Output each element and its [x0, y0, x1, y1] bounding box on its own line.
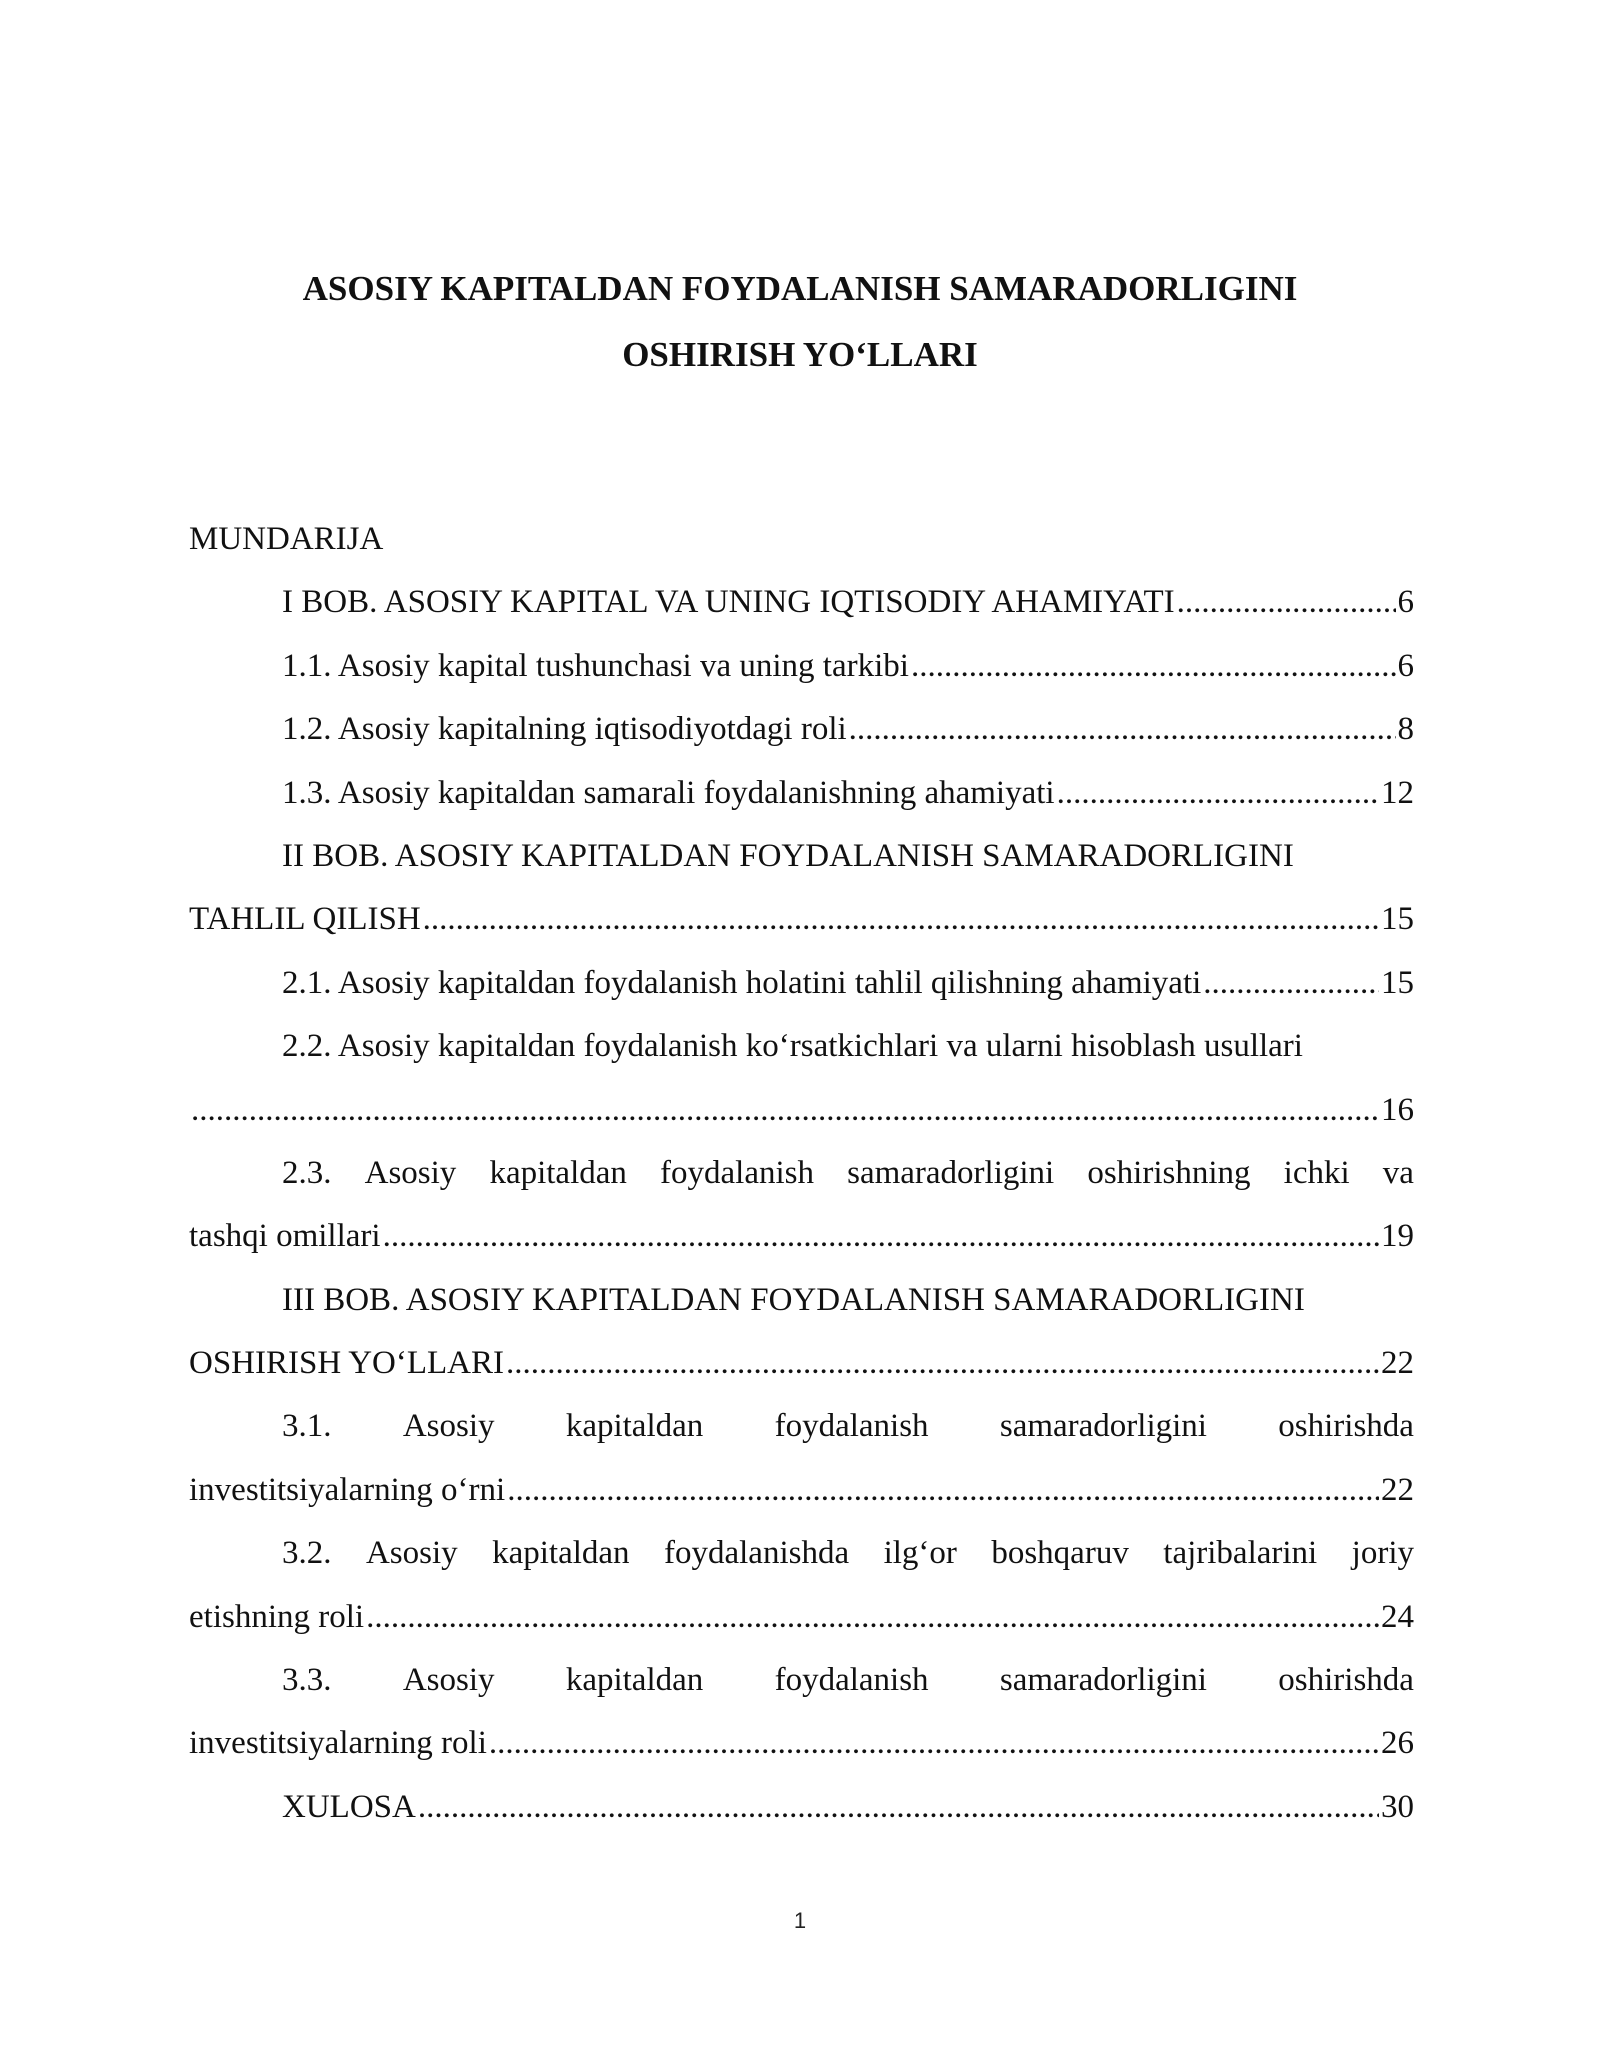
toc-page-number: 15 [1381, 901, 1414, 938]
toc-entry-text-line-1 [189, 1142, 1414, 1205]
toc-entry-text-line-1: 2.2. Asosiy kapitaldan foydalanish ko‘rsatkichlari va ularni hisoblash usullari [282, 1028, 1303, 1065]
toc-entry-1-2[interactable] [189, 698, 1414, 761]
toc-entry-3-2[interactable] [189, 1522, 1414, 1649]
toc-word: va [1382, 1154, 1414, 1191]
toc-entry-text-line-2: investitsiyalarning o‘rni [189, 1471, 506, 1508]
toc-word: Asosiy [365, 1535, 458, 1572]
toc-entry-1-1[interactable] [189, 635, 1414, 698]
toc-entry-text: 1.1. Asosiy kapital tushunchasi va uning tarkibi [282, 647, 909, 684]
dot-leader [423, 888, 1379, 951]
toc-entry-text: XULOSA [282, 1788, 416, 1825]
toc-page-number: 8 [1397, 711, 1414, 748]
dot-leader [191, 1079, 1379, 1142]
dot-leader [1203, 952, 1379, 1015]
document-title [0, 256, 1600, 388]
table-of-contents [189, 508, 1414, 1839]
toc-word: kapitaldan [492, 1535, 630, 1572]
dot-leader [489, 1712, 1379, 1775]
toc-word: oshirishda [1278, 1408, 1414, 1445]
toc-word: ilg‘or [883, 1535, 957, 1572]
toc-word: samaradorligini [847, 1154, 1055, 1191]
dot-leader [418, 1776, 1379, 1839]
toc-page-number: 6 [1397, 584, 1414, 621]
dot-leader [849, 698, 1396, 761]
toc-entry-text-line-2: investitsiyalarning roli [189, 1725, 487, 1762]
toc-word: boshqaruv [991, 1535, 1129, 1572]
toc-heading: MUNDARIJA [189, 521, 384, 557]
toc-entry-2-3[interactable] [189, 1142, 1414, 1269]
toc-page-number: 15 [1381, 964, 1414, 1001]
toc-word: kapitaldan [565, 1408, 704, 1445]
toc-entry-text: 1.3. Asosiy kapitaldan samarali foydalanishning ahamiyati [282, 774, 1055, 811]
dot-leader [911, 635, 1396, 698]
toc-word: 3.3. [282, 1662, 332, 1699]
toc-word: Asosiy [402, 1408, 495, 1445]
toc-word: samaradorligini [999, 1662, 1207, 1699]
toc-entry-text-line-2: tashqi omillari [189, 1218, 381, 1255]
dot-leader [1177, 571, 1396, 634]
toc-entry-text: 1.2. Asosiy kapitalning iqtisodiyotdagi roli [282, 711, 847, 748]
dot-leader [507, 1459, 1379, 1522]
title-line-1: ASOSIY KAPITALDAN FOYDALANISH SAMARADORLIGINI [302, 269, 1298, 308]
dot-leader [366, 1586, 1379, 1649]
toc-page-number: 22 [1381, 1471, 1414, 1508]
toc-page-number: 22 [1381, 1345, 1414, 1382]
toc-word: oshirishning [1087, 1154, 1251, 1191]
toc-entry-chapter-3[interactable] [189, 1269, 1414, 1396]
toc-page-number: 30 [1381, 1788, 1414, 1825]
toc-page-number: 12 [1381, 774, 1414, 811]
toc-word: Asosiy [364, 1154, 457, 1191]
toc-page-number: 16 [1381, 1091, 1414, 1128]
toc-page-number: 6 [1397, 647, 1414, 684]
toc-word: Asosiy [402, 1662, 495, 1699]
toc-entry-text: 2.1. Asosiy kapitaldan foydalanish holatini tahlil qilishning ahamiyati [282, 964, 1202, 1001]
toc-entry-text-line-2: etishning roli [189, 1598, 365, 1635]
toc-entry-text: I BOB. ASOSIY KAPITAL VA UNING IQTISODIY AHAMIYATI [282, 584, 1175, 621]
dot-leader [383, 1205, 1379, 1268]
toc-word: 3.1. [282, 1408, 332, 1445]
toc-word: foydalanish [774, 1662, 929, 1699]
toc-word: 3.2. [282, 1535, 332, 1572]
page-number: 1 [793, 1908, 807, 1933]
toc-entry-3-1[interactable] [189, 1395, 1414, 1522]
toc-entry-chapter-2[interactable] [189, 825, 1414, 952]
toc-word: foydalanish [774, 1408, 929, 1445]
toc-entry-chapter-1[interactable] [189, 571, 1414, 634]
toc-entry-3-3[interactable] [189, 1649, 1414, 1776]
toc-word: kapitaldan [565, 1662, 704, 1699]
toc-entry-conclusion[interactable] [189, 1776, 1414, 1839]
toc-word: tajribalarini [1163, 1535, 1318, 1572]
toc-entry-text-line-1 [189, 1522, 1414, 1585]
toc-page-number: 26 [1381, 1725, 1414, 1762]
dot-leader [506, 1332, 1379, 1395]
toc-page-number: 24 [1381, 1598, 1414, 1635]
toc-word: foydalanish [660, 1154, 814, 1191]
dot-leader [1057, 762, 1379, 825]
toc-entry-2-1[interactable] [189, 952, 1414, 1015]
toc-word: oshirishda [1278, 1662, 1414, 1699]
toc-entry-2-2[interactable] [189, 1015, 1414, 1142]
title-line-2: OSHIRISH YO‘LLARI [622, 335, 978, 374]
toc-entry-text-line-1: II BOB. ASOSIY KAPITALDAN FOYDALANISH SAMARADORLIGINI [282, 837, 1294, 874]
toc-entry-text-line-2: OSHIRISH YO‘LLARI [189, 1345, 505, 1382]
toc-entry-text-line-2: TAHLIL QILISH [189, 901, 421, 938]
toc-page-number: 19 [1381, 1218, 1414, 1255]
toc-word: joriy [1351, 1535, 1414, 1572]
toc-word: foydalanishda [664, 1535, 850, 1572]
toc-entry-text-line-1 [189, 1649, 1414, 1712]
toc-entry-text-line-1 [189, 1395, 1414, 1458]
toc-entry-1-3[interactable] [189, 762, 1414, 825]
toc-word: samaradorligini [999, 1408, 1207, 1445]
toc-word: 2.3. [282, 1154, 332, 1191]
toc-word: kapitaldan [489, 1154, 627, 1191]
toc-entry-text-line-1: III BOB. ASOSIY KAPITALDAN FOYDALANISH SAMARADORLIGINI [282, 1281, 1305, 1318]
toc-word: ichki [1283, 1154, 1350, 1191]
